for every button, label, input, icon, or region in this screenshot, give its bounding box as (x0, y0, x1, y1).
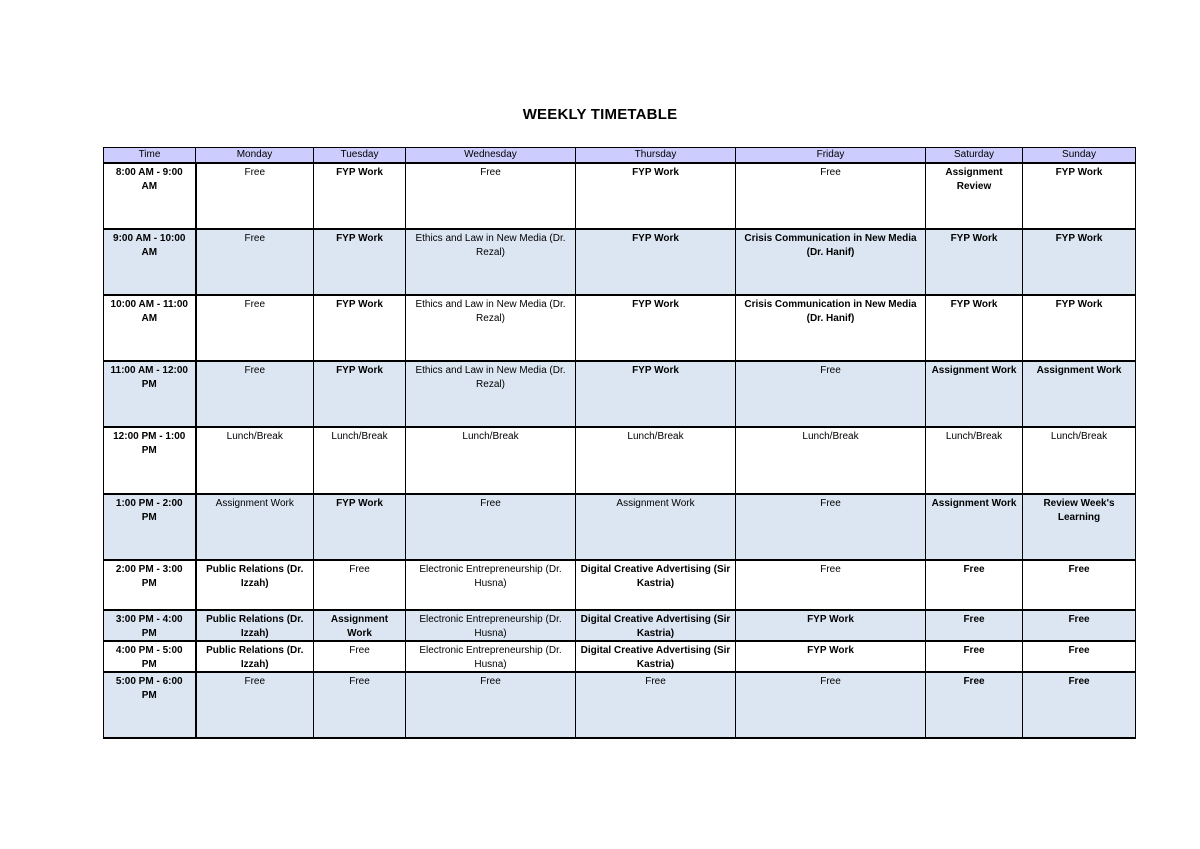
table-cell: Free (406, 163, 576, 229)
table-cell: Assignment Work (314, 610, 406, 641)
header-sunday: Sunday (1023, 148, 1136, 164)
timetable (103, 147, 1136, 739)
table-cell: Free (736, 361, 926, 427)
table-cell: Free (1023, 610, 1136, 641)
table-row (104, 229, 1136, 295)
table-cell: Electronic Entrepreneurship (Dr. Husna) (406, 610, 576, 641)
header-wednesday: Wednesday (406, 148, 576, 164)
table-cell: Ethics and Law in New Media (Dr. Rezal) (406, 361, 576, 427)
table-cell: FYP Work (314, 163, 406, 229)
header-thursday: Thursday (576, 148, 736, 164)
table-cell: Assignment Work (196, 494, 314, 560)
table-cell: Electronic Entrepreneurship (Dr. Husna) (406, 641, 576, 672)
table-cell: Lunch/Break (1023, 427, 1136, 494)
table-cell: Review Week's Learning (1023, 494, 1136, 560)
time-cell: 3:00 PM - 4:00 PM (104, 610, 196, 641)
table-cell: Free (196, 295, 314, 361)
table-row (104, 560, 1136, 610)
table-cell: Crisis Communication in New Media (Dr. Hanif) (736, 295, 926, 361)
table-cell: Free (736, 494, 926, 560)
table-row (104, 641, 1136, 672)
table-cell: Free (196, 361, 314, 427)
table-cell: Assignment Work (926, 361, 1023, 427)
table-cell: Free (196, 163, 314, 229)
time-cell: 1:00 PM - 2:00 PM (104, 494, 196, 560)
header-saturday: Saturday (926, 148, 1023, 164)
table-cell: Free (926, 560, 1023, 610)
time-cell: 10:00 AM - 11:00 AM (104, 295, 196, 361)
table-cell: Free (314, 641, 406, 672)
time-cell: 9:00 AM - 10:00 AM (104, 229, 196, 295)
table-cell: FYP Work (314, 494, 406, 560)
table-cell: Assignment Review (926, 163, 1023, 229)
page-title: WEEKLY TIMETABLE (522, 106, 678, 123)
table-cell: FYP Work (314, 295, 406, 361)
table-cell: Free (926, 641, 1023, 672)
time-cell: 5:00 PM - 6:00 PM (104, 672, 196, 738)
time-cell: 2:00 PM - 3:00 PM (104, 560, 196, 610)
table-cell: Free (196, 672, 314, 738)
table-cell: Public Relations (Dr. Izzah) (196, 610, 314, 641)
table-cell: Free (1023, 560, 1136, 610)
table-cell: Free (926, 672, 1023, 738)
header-row (104, 148, 1136, 164)
table-row (104, 427, 1136, 494)
table-row (104, 361, 1136, 427)
table-cell: Assignment Work (926, 494, 1023, 560)
table-cell: Crisis Communication in New Media (Dr. Hanif) (736, 229, 926, 295)
table-cell: Lunch/Break (406, 427, 576, 494)
table-cell: Free (406, 494, 576, 560)
table-cell: Ethics and Law in New Media (Dr. Rezal) (406, 295, 576, 361)
table-cell: FYP Work (576, 361, 736, 427)
table-cell: Free (736, 672, 926, 738)
table-cell: Free (1023, 672, 1136, 738)
table-row (104, 610, 1136, 641)
header-time: Time (104, 148, 196, 164)
table-cell: Digital Creative Advertising (Sir Kastria) (576, 560, 736, 610)
table-cell: FYP Work (926, 295, 1023, 361)
table-row (104, 494, 1136, 560)
table-cell: FYP Work (736, 610, 926, 641)
table-cell: Lunch/Break (736, 427, 926, 494)
table-cell: FYP Work (1023, 295, 1136, 361)
table-cell: Lunch/Break (314, 427, 406, 494)
time-cell: 12:00 PM - 1:00 PM (104, 427, 196, 494)
table-cell: Free (1023, 641, 1136, 672)
table-row (104, 672, 1136, 738)
time-cell: 4:00 PM - 5:00 PM (104, 641, 196, 672)
table-cell: Public Relations (Dr. Izzah) (196, 560, 314, 610)
time-cell: 11:00 AM - 12:00 PM (104, 361, 196, 427)
time-cell: 8:00 AM - 9:00 AM (104, 163, 196, 229)
table-row (104, 163, 1136, 229)
table-cell: FYP Work (1023, 163, 1136, 229)
table-cell: Free (314, 672, 406, 738)
table-cell: FYP Work (576, 229, 736, 295)
table-cell: Lunch/Break (926, 427, 1023, 494)
table-cell: Free (196, 229, 314, 295)
table-cell: Free (314, 560, 406, 610)
table-cell: Electronic Entrepreneurship (Dr. Husna) (406, 560, 576, 610)
table-cell: Public Relations (Dr. Izzah) (196, 641, 314, 672)
table-cell: FYP Work (1023, 229, 1136, 295)
header-friday: Friday (736, 148, 926, 164)
table-cell: Lunch/Break (196, 427, 314, 494)
table-cell: Lunch/Break (576, 427, 736, 494)
table-row (104, 295, 1136, 361)
table-cell: Free (406, 672, 576, 738)
table-cell: Digital Creative Advertising (Sir Kastria) (576, 641, 736, 672)
table-cell: FYP Work (314, 361, 406, 427)
table-cell: Assignment Work (576, 494, 736, 560)
table-cell: Ethics and Law in New Media (Dr. Rezal) (406, 229, 576, 295)
table-cell: Free (736, 560, 926, 610)
header-tuesday: Tuesday (314, 148, 406, 164)
table-cell: FYP Work (736, 641, 926, 672)
table-cell: FYP Work (576, 163, 736, 229)
table-cell: Digital Creative Advertising (Sir Kastria) (576, 610, 736, 641)
header-monday: Monday (196, 148, 314, 164)
table-cell: Assignment Work (1023, 361, 1136, 427)
table-cell: Free (576, 672, 736, 738)
table-cell: FYP Work (576, 295, 736, 361)
table-cell: FYP Work (926, 229, 1023, 295)
table-cell: Free (736, 163, 926, 229)
table-cell: FYP Work (314, 229, 406, 295)
table-cell: Free (926, 610, 1023, 641)
